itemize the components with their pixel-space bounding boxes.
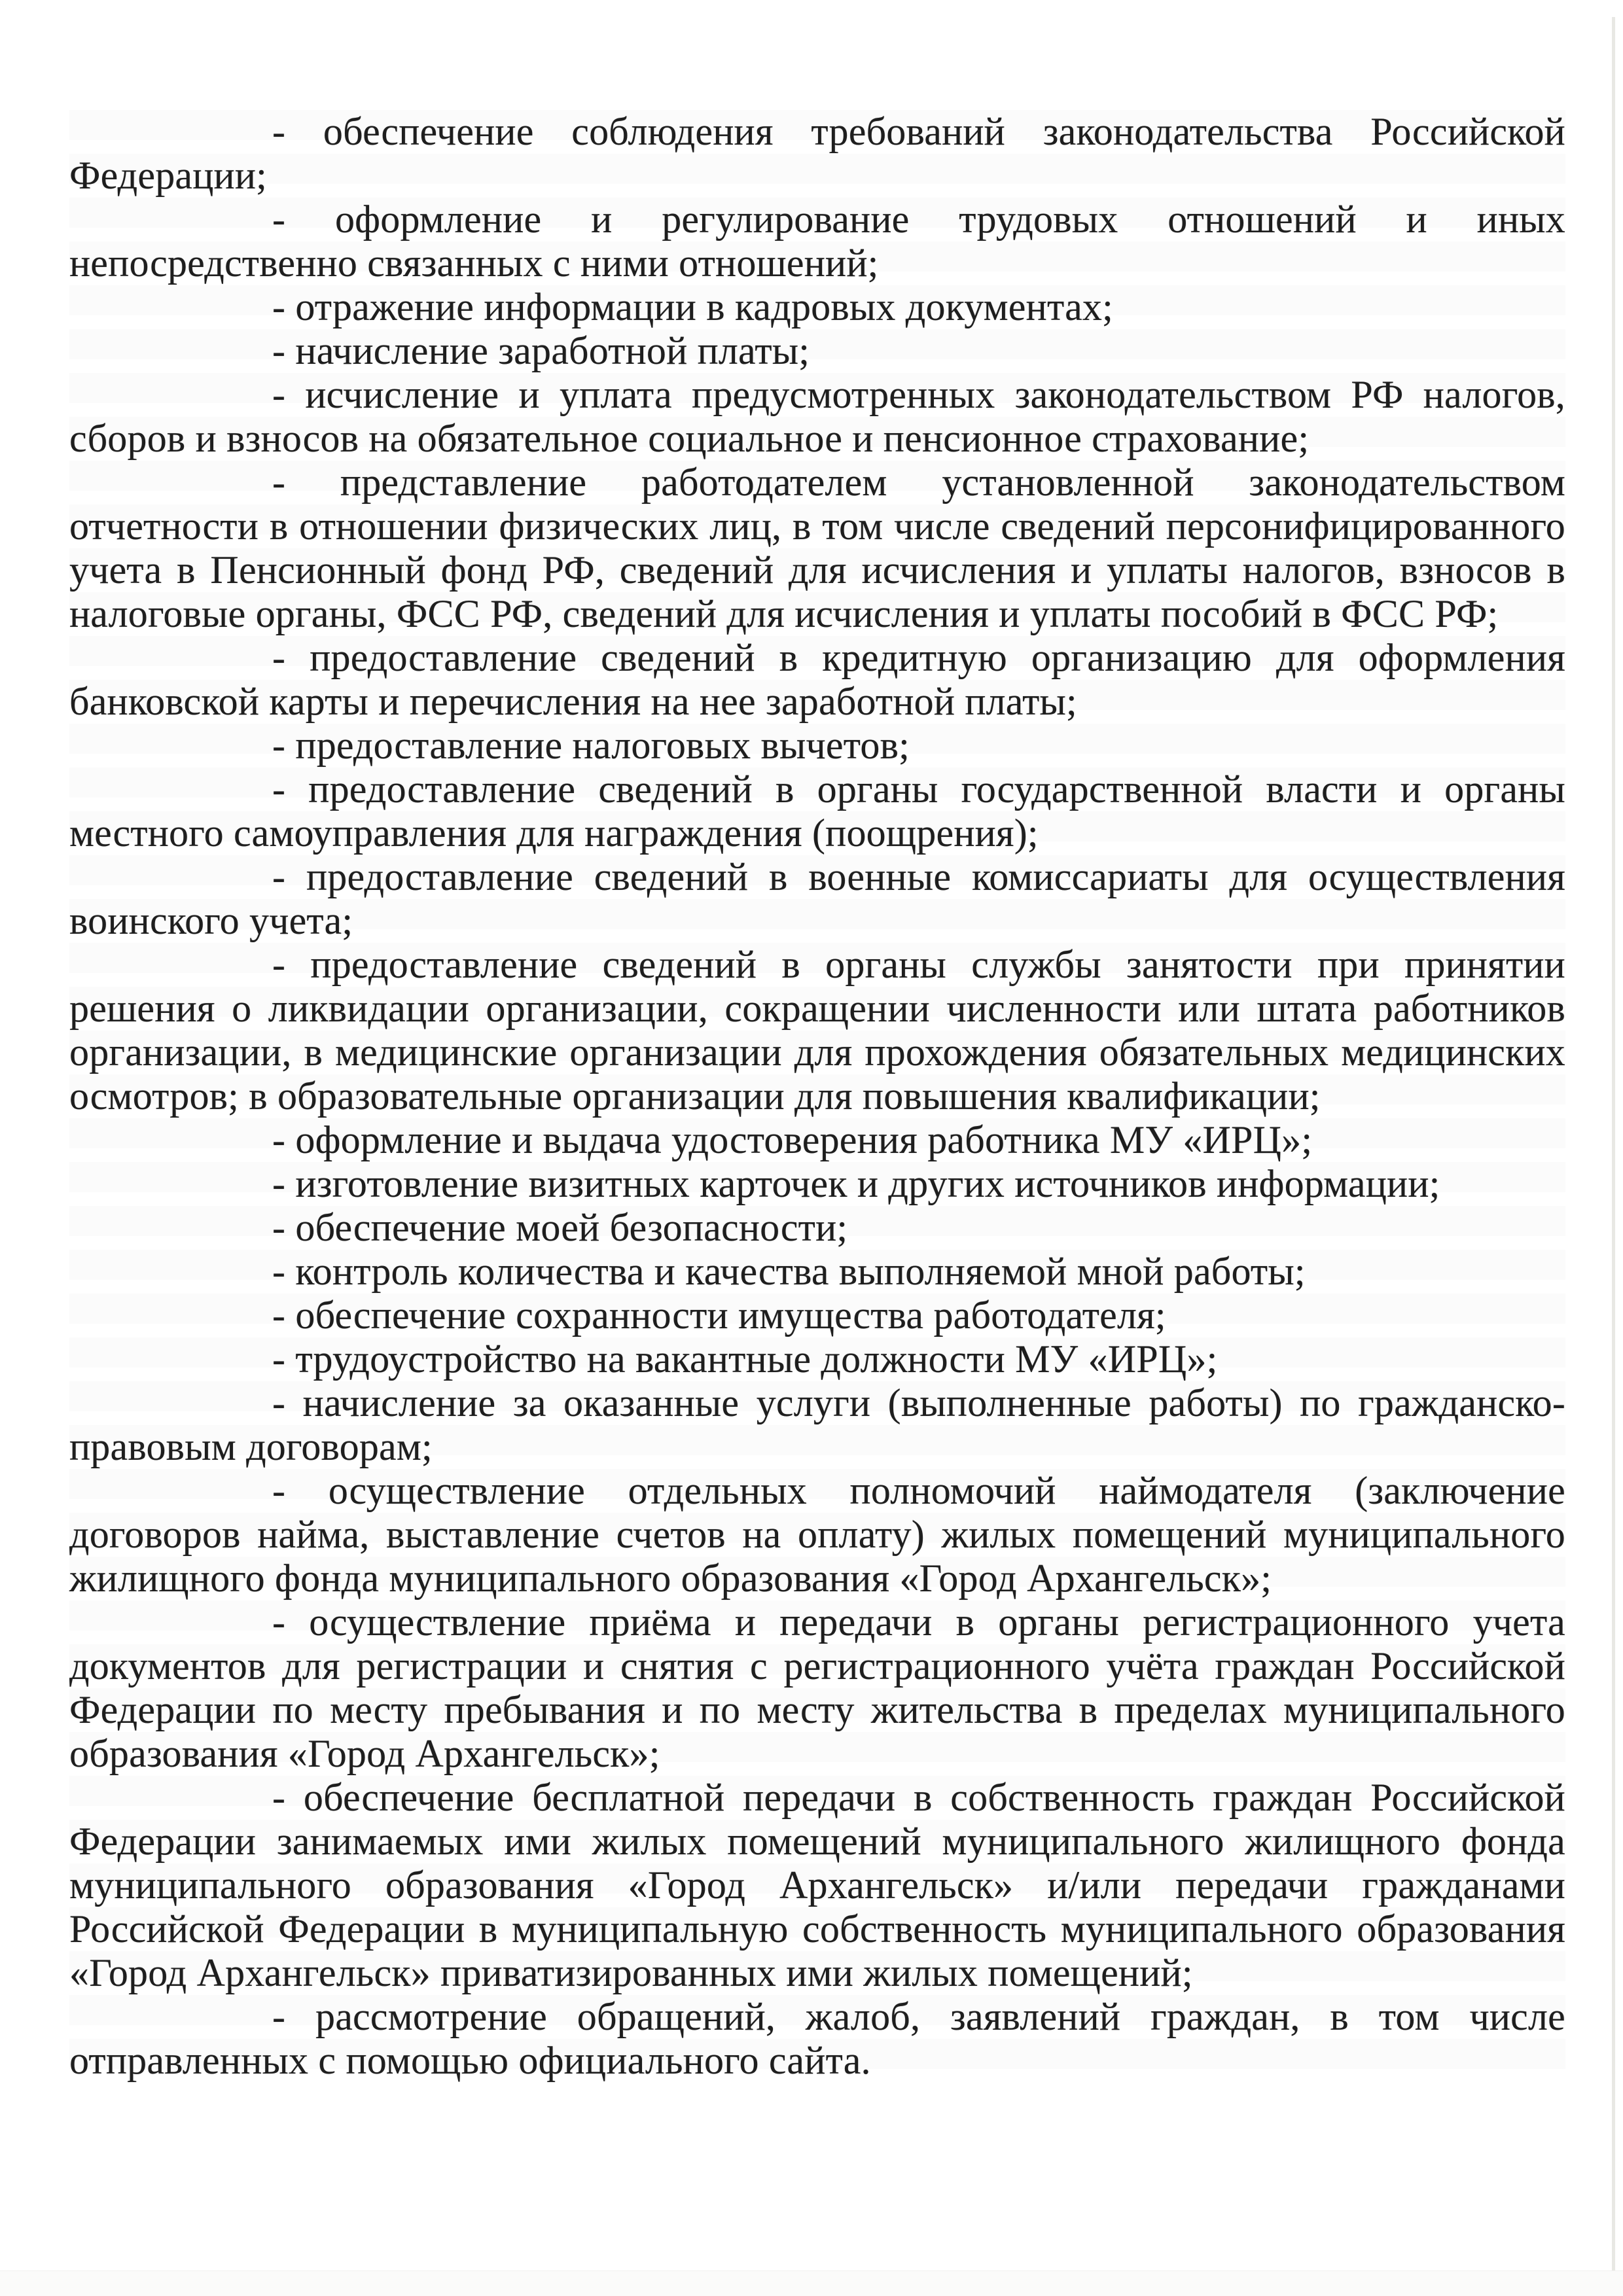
paragraph: - контроль количества и качества выполняемой мной работы;: [272, 1250, 1306, 1293]
scan-artifact-bottom-band: [0, 2270, 1623, 2296]
paragraph: - обеспечение сохранности имущества работодателя;: [272, 1294, 1166, 1337]
paragraph: - начисление заработной платы;: [272, 329, 810, 372]
scan-artifact-vertical-line: [1612, 17, 1615, 2296]
paragraph: - оформление и регулирование трудовых отношений и иных непосредственно связанных с ними отношений;: [69, 198, 1565, 285]
paragraph: - оформление и выдача удостоверения работника МУ «ИРЦ»;: [272, 1118, 1313, 1161]
paragraph: - обеспечение моей безопасности;: [272, 1206, 848, 1249]
paragraph: - предоставление сведений в кредитную организацию для оформления банковской карты и перечисления на нее заработной платы;: [69, 636, 1565, 723]
paragraph: - представление работодателем установленной законодательством отчетности в отношении физических лиц, в том числе сведений персонифицированного учета в Пенсионный фонд РФ, сведений для исчисления и уплаты налогов, взносов в налоговые органы, ФСС РФ, сведений для исчисления и уплаты пособий в ФСС РФ;: [69, 461, 1565, 635]
paragraph: - начисление за оказанные услуги (выполненные работы) по гражданско-правовым договорам;: [69, 1381, 1565, 1468]
paragraph: - изготовление визитных карточек и других источников информации;: [272, 1162, 1440, 1205]
paragraph: - осуществление приёма и передачи в органы регистрационного учета документов для регистрации и снятия с регистрационного учёта граждан Российской Федерации по месту пребывания и по месту жительства в пределах муниципального образования «Город Архангельск»;: [69, 1600, 1565, 1775]
paragraph: - исчисление и уплата предусмотренных законодательством РФ налогов, сборов и взносов на обязательное социальное и пенсионное страхование;: [69, 373, 1565, 460]
paragraph: - предоставление налоговых вычетов;: [272, 724, 910, 767]
paragraph: - предоставление сведений в военные комиссариаты для осуществления воинского учета;: [69, 855, 1565, 942]
paragraph: - трудоустройство на вакантные должности МУ «ИРЦ»;: [272, 1337, 1218, 1381]
paragraph: - отражение информации в кадровых документах;: [272, 285, 1113, 328]
paragraph: - осуществление отдельных полномочий наймодателя (заключение договоров найма, выставление счетов на оплату) жилых помещений муниципального жилищного фонда муниципального образования «Город Архангельск»;: [69, 1469, 1565, 1600]
paragraph: - рассмотрение обращений, жалоб, заявлений граждан, в том числе отправленных с помощью официального сайта.: [69, 1995, 1565, 2082]
document-body: [69, 110, 1565, 2083]
paragraph: - обеспечение соблюдения требований законодательства Российской Федерации;: [69, 110, 1565, 197]
paragraph: - обеспечение бесплатной передачи в собственность граждан Российской Федерации занимаемых ими жилых помещений муниципального жилищного фонда муниципального образования «Город Архангельск» и/или передачи гражданами Российской Федерации в муниципальную собственность муниципального образования «Город Архангельск» приватизированных ими жилых помещений;: [69, 1776, 1565, 1994]
paragraph: - предоставление сведений в органы государственной власти и органы местного самоуправления для награждения (поощрения);: [69, 768, 1565, 855]
paragraph: - предоставление сведений в органы службы занятости при принятии решения о ликвидации организации, сокращении численности или штата работников организации, в медицинские организации для прохождения обязательных медицинских осмотров; в образовательные организации для повышения квалификации;: [69, 943, 1565, 1118]
